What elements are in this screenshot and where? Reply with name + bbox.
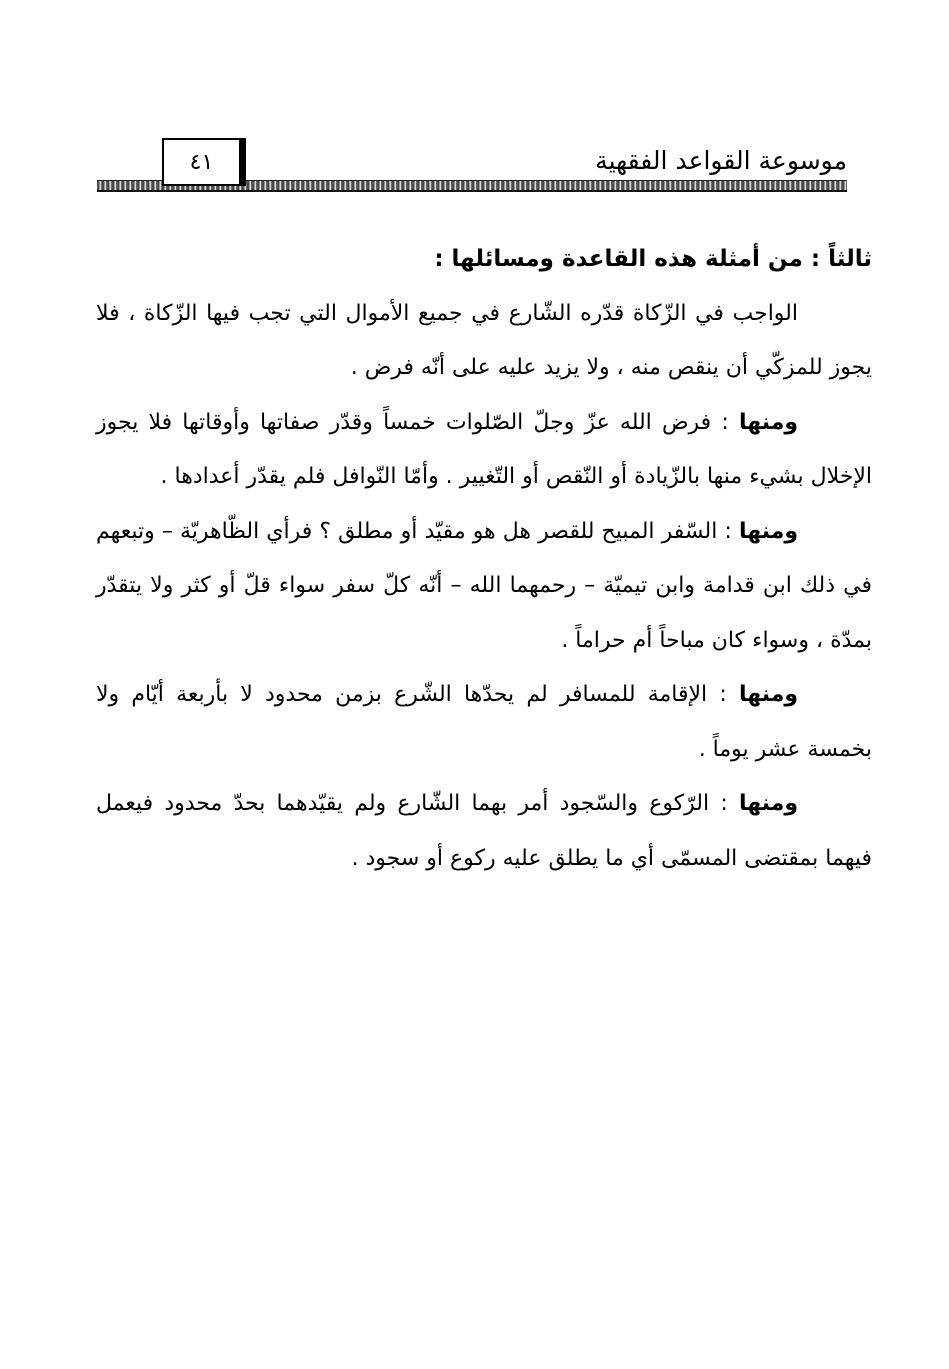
paragraph-text: الواجب في الزّكاة قدّره الشّارع في جميع الأموال التي تجب فيها الزّكاة ، فلا يجوز للمزكّي أن ينقص منه ، ولا يزيد عليه على أنّه فرض . [96,300,872,380]
paragraph-zakat [96,287,872,396]
paragraph-text: : السّفر المبيح للقصر هل هو مقيّد أو مطلق ؟ فرأي الظّاهريّة – وتبعهم في ذلك ابن قدامة وابن تيميّة – رحمهما الله – أنّه كلّ سفر سواء قلّ أو كثر ولا يتقدّر بمدّة ، وسواء كان مباحاً أم حراماً . [96,518,872,653]
page-number-box [162,138,246,186]
paragraph-text: : فرض الله عزّ وجلّ الصّلوات خمساً وقدّر صفاتها وأوقاتها فلا يجوز الإخلال بشيء منها بالزّيادة أو النّقص أو التّغيير . وأمّا النّوافل فلم يقدّر أعدادها . [96,409,872,489]
page-number: ٤١ [189,149,214,175]
paragraph-lead: ومنها [738,791,798,816]
running-header-title: موسوعة القواعد الفقهية [595,146,847,175]
page-body [96,232,872,886]
paragraph-residence [96,668,872,777]
paragraph-travel [96,505,872,669]
paragraph-lead: ومنها [738,682,798,707]
paragraph-prayers [96,396,872,505]
page-header [0,0,949,200]
paragraph-bowing-prostration [96,777,872,886]
paragraph-text: : الإقامة للمسافر لم يحدّها الشّرع بزمن محدود لا بأربعة أيّام ولا بخمسة عشر يوماً . [96,682,872,762]
paragraph-text: : الرّكوع والسّجود أمر بهما الشّارع ولم يقيّدهما بحدّ محدود فيعمل فيهما بمقتضى المسمّى أي ما يطلق عليه ركوع أو سجود . [96,791,872,871]
section-heading: ثالثاً : من أمثلة هذه القاعدة ومسائلها : [434,246,872,272]
paragraph-lead: ومنها [738,409,798,435]
paragraph-lead: ومنها [738,518,798,544]
